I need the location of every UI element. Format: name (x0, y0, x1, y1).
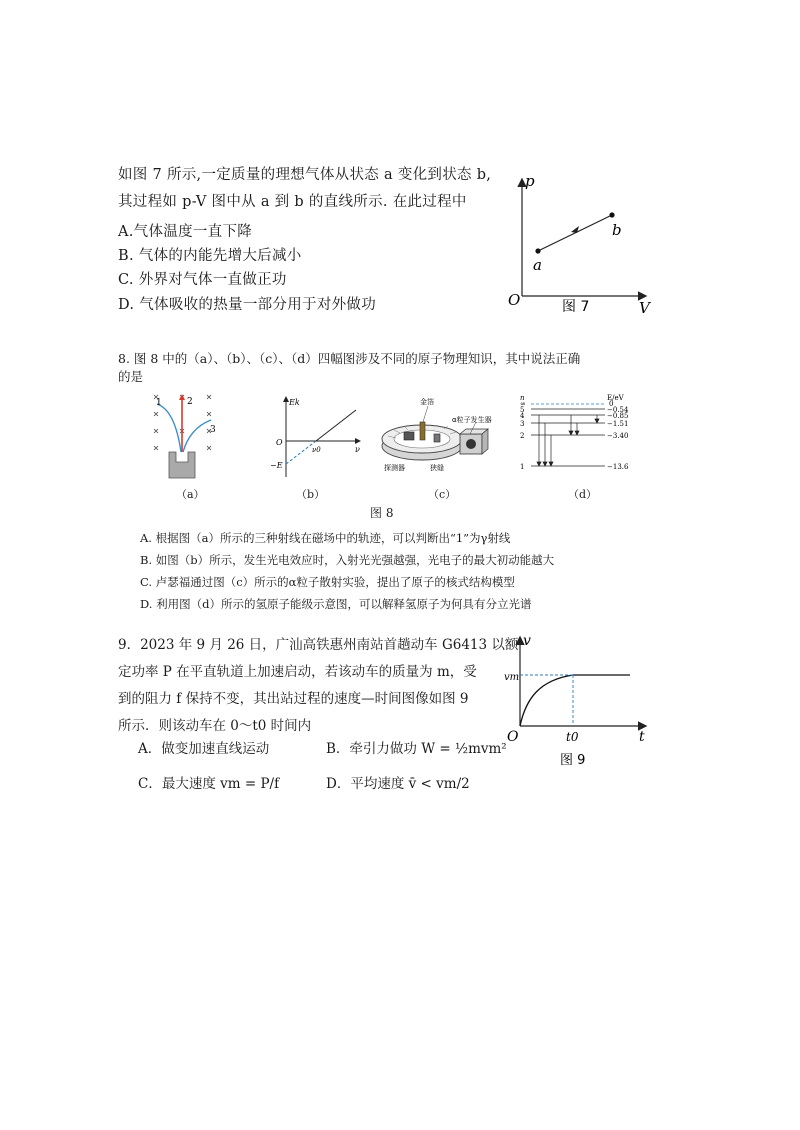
q9-stem-line3: 到的阻力 f 保持不变，其出站过程的速度—时间图像如图 9 (118, 691, 469, 707)
q8-b-negE-label: −E (270, 461, 283, 470)
q7-pv-diagram (505, 168, 655, 318)
q8-fig-d (515, 390, 650, 485)
q8-ray-1-label: 1 (156, 398, 162, 408)
q8-c-source-label: α粒子发生器 (452, 416, 492, 424)
q9-stem-line2: 定功率 P 在平直轨道上加速启动，若该动车的质量为 m，受 (118, 664, 477, 680)
q8-fig-c (378, 392, 508, 482)
q9-option-d: D．平均速度 v̄ < vm/2 (326, 776, 470, 792)
q8-b-ek-line (316, 410, 356, 441)
svg-text:3: 3 (520, 420, 525, 428)
q8-option-d: D. 利用图（d）所示的氢原子能级示意图，可以解释氢原子为何具有分立光谱 (140, 597, 532, 611)
q8-ray-2-arrowhead (179, 394, 185, 400)
q8-c-detector (404, 432, 414, 440)
svg-text:−3.40: −3.40 (607, 432, 629, 440)
q8-c-slit-label: 狭缝 (430, 464, 444, 472)
q8-d-level-4 (520, 412, 628, 420)
svg-text:1: 1 (520, 463, 525, 471)
q8-d-level-inf (520, 400, 613, 408)
q8-ray-3 (183, 420, 211, 452)
q8-d-e-label: E/eV (607, 394, 624, 402)
q7-option-b: B. 气体的内能先增大后减小 (118, 248, 302, 264)
q7-stem-line2: 其过程如 p-V 图中从 a 到 b 的直线所示. 在此过程中 (118, 194, 467, 210)
q7-b-label: b (612, 221, 622, 239)
q8-fig-d-caption: （d） (568, 488, 598, 501)
q8-ray-3-label: 3 (210, 425, 216, 435)
q7-a-label: a (533, 256, 542, 274)
svg-text:−0.85: −0.85 (607, 412, 629, 420)
q8-ray-2-label: 2 (187, 397, 193, 407)
q9-v-label: v (523, 633, 531, 649)
q9-option-c: C．最大速度 vm = P/f (138, 776, 280, 792)
svg-text:−13.6: −13.6 (607, 463, 629, 471)
q9-vt-curve (520, 675, 573, 726)
svg-text:∞: ∞ (520, 400, 526, 408)
q9-vt-graph (500, 630, 660, 780)
q9-option-a: A．做变加速直线运动 (138, 741, 270, 757)
q9-stem-line4: 所示．则该动车在 0～t0 时间内 (118, 718, 312, 734)
q8-fig-b (268, 392, 368, 482)
q8-fig-b-caption: （b） (296, 488, 326, 501)
q8-figure-caption: 图 8 (370, 506, 394, 520)
q9-stem-line1: 9．2023 年 9 月 26 日，广汕高铁惠州南站首趟动车 G6413 以额 (118, 637, 519, 653)
q9-t-label: t (639, 729, 645, 745)
q7-stem-line1: 如图 7 所示,一定质量的理想气体从状态 a 变化到状态 b, (118, 167, 492, 183)
q8-d-level-3 (520, 420, 628, 428)
q8-c-foil-label: 金箔 (420, 398, 434, 406)
q8-c-source (466, 439, 476, 449)
q8-fig-a-caption: （a） (176, 488, 205, 501)
svg-text:−0.54: −0.54 (607, 406, 629, 414)
q8-ray-1 (157, 404, 181, 452)
q8-option-b: B. 如图（b）所示，发生光电效应时，入射光光强越强，光电子的最大初动能越大 (140, 553, 555, 567)
q8-option-c: C. 卢瑟福通过图（c）所示的α粒子散射实验，提出了原子的核式结构模型 (140, 575, 515, 589)
q7-option-d: D. 气体吸收的热量一部分用于对外做功 (118, 297, 377, 313)
q7-point-a (535, 248, 540, 253)
q7-option-c: C. 外界对气体一直做正功 (118, 272, 287, 288)
q8-b-origin-label: O (276, 438, 283, 447)
q7-p-label: p (525, 172, 535, 190)
q8-fig-c-caption: （c） (428, 488, 457, 501)
q8-b-nu0-label: ν0 (312, 446, 321, 454)
q9-option-b: B．牵引力做功 W = ½mvm² (326, 741, 507, 757)
q9-vm-label: vm (504, 672, 520, 683)
q8-d-n-label: n (520, 394, 525, 402)
q7-v-label: V (639, 299, 650, 317)
q7-figure-caption: 图 7 (562, 299, 590, 315)
q8-option-a: A. 根据图（a）所示的三种射线在磁场中的轨迹，可以判断出“1”为γ射线 (140, 531, 511, 545)
svg-text:2: 2 (520, 432, 525, 440)
q9-origin-label: O (507, 729, 519, 745)
q7-origin-label: O (508, 291, 521, 309)
q8-fig-a (145, 390, 225, 485)
q9-t0-label: t0 (566, 730, 579, 744)
q8-d-level-2 (520, 432, 628, 440)
q8-b-nu-label: ν (355, 445, 360, 454)
q9-figure-caption: 图 9 (560, 753, 586, 768)
q7-option-a: A.气体温度一直下降 (118, 224, 253, 240)
q8-c-detector-label: 探测器 (384, 464, 405, 472)
svg-text:4: 4 (520, 412, 525, 420)
svg-text:0: 0 (609, 400, 614, 408)
svg-text:5: 5 (520, 406, 525, 414)
q8-lead-box (169, 452, 195, 478)
svg-text:−1.51: −1.51 (607, 420, 629, 428)
q8-c-gold-foil (420, 422, 425, 440)
q8-stem-line2: 的是 (118, 369, 144, 384)
q7-point-b (609, 212, 614, 217)
q8-d-level-1 (520, 463, 629, 471)
q8-stem-line1: 8. 图 8 中的（a）、（b）、（c）、（d）四幅图涉及不同的原子物理知识，其中说法正确 (118, 351, 581, 366)
q8-b-ek-label: Ek (289, 398, 300, 407)
q7-process-line (538, 215, 612, 251)
q8-c-slit (434, 434, 440, 442)
